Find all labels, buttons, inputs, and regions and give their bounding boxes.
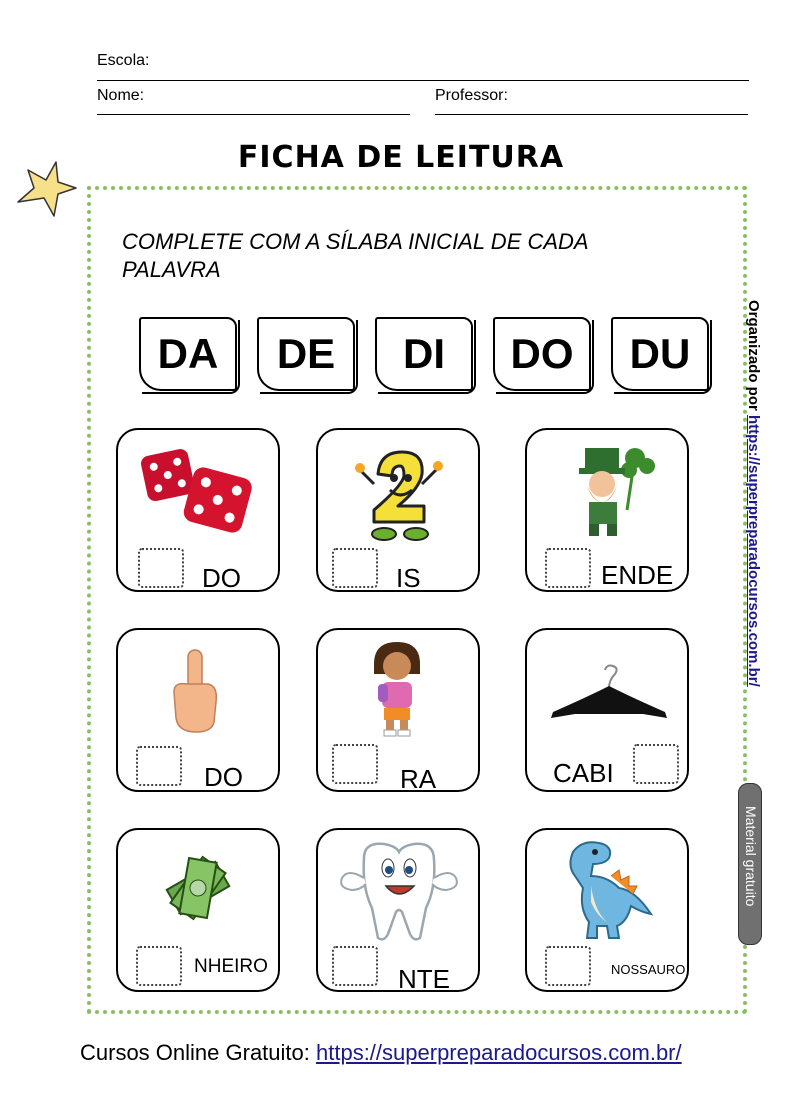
answer-blank[interactable] bbox=[332, 744, 378, 784]
word-fragment: NOSSAURO bbox=[611, 962, 686, 977]
word-fragment: DO bbox=[202, 563, 241, 592]
picture-card-tooth bbox=[316, 828, 480, 992]
school-label: Escola: bbox=[97, 52, 150, 69]
word-fragment: IS bbox=[396, 563, 421, 592]
syllable-card-di bbox=[375, 317, 473, 391]
teacher-line bbox=[435, 114, 748, 115]
picture-card-leprechaun bbox=[525, 428, 689, 592]
side-organized-by bbox=[745, 300, 762, 687]
syllable-card-da bbox=[139, 317, 237, 391]
material-badge bbox=[738, 783, 762, 945]
answer-blank[interactable] bbox=[332, 548, 378, 588]
star-icon bbox=[14, 160, 78, 220]
answer-blank[interactable] bbox=[138, 548, 184, 588]
word-fragment: RA bbox=[400, 764, 437, 792]
answer-blank[interactable] bbox=[545, 548, 591, 588]
footer bbox=[80, 1040, 682, 1066]
side-url-link[interactable]: https://superpreparadocursos.com.br/ bbox=[745, 415, 762, 687]
finger-icon bbox=[166, 646, 222, 736]
syllable-text: DU bbox=[629, 330, 691, 377]
footer-label: Cursos Online Gratuito: bbox=[80, 1040, 310, 1065]
teacher-label: Professor: bbox=[435, 87, 508, 104]
name-label: Nome: bbox=[97, 87, 145, 104]
school-line bbox=[97, 80, 749, 81]
syllable-text: DE bbox=[276, 330, 336, 377]
word-fragment: ENDE bbox=[601, 560, 674, 590]
instruction-text: COMPLETE COM A SÍLABA INICIAL DE CADA PALAVRA bbox=[122, 229, 588, 282]
page-title: FICHA DE LEITURA bbox=[237, 140, 565, 175]
answer-blank[interactable] bbox=[545, 946, 591, 986]
picture-card-money bbox=[116, 828, 280, 992]
syllable-text: DI bbox=[403, 330, 445, 377]
answer-blank[interactable] bbox=[136, 746, 182, 786]
material-badge-label: Material gratuito bbox=[743, 806, 759, 907]
syllable-card-do bbox=[493, 317, 591, 391]
answer-blank[interactable] bbox=[332, 946, 378, 986]
organized-by-label: Organizado por bbox=[745, 300, 762, 411]
hanger-icon bbox=[545, 664, 673, 726]
picture-card-dinosaur bbox=[525, 828, 689, 992]
picture-card-two bbox=[316, 428, 480, 592]
number-two-icon bbox=[354, 444, 446, 544]
picture-card-dice bbox=[116, 428, 280, 592]
syllable-card-de bbox=[257, 317, 355, 391]
word-fragment: NHEIRO bbox=[194, 956, 268, 977]
picture-card-hanger bbox=[525, 628, 689, 792]
word-fragment: CABI bbox=[553, 758, 614, 788]
dora-icon bbox=[362, 638, 432, 738]
syllable-text: DA bbox=[157, 330, 219, 377]
picture-card-dora bbox=[316, 628, 480, 792]
tooth-icon bbox=[334, 838, 464, 944]
dinosaur-icon bbox=[561, 836, 661, 942]
dice-icon bbox=[138, 444, 264, 534]
answer-blank[interactable] bbox=[633, 744, 679, 784]
leprechaun-icon bbox=[567, 440, 657, 544]
word-fragment: DO bbox=[204, 762, 243, 792]
word-fragment: NTE bbox=[398, 964, 450, 992]
syllable-text: DO bbox=[510, 330, 574, 377]
answer-blank[interactable] bbox=[136, 946, 182, 986]
name-line bbox=[97, 114, 410, 115]
footer-url-link[interactable]: https://superpreparadocursos.com.br/ bbox=[316, 1040, 682, 1065]
syllable-card-du bbox=[611, 317, 709, 391]
picture-card-finger bbox=[116, 628, 280, 792]
money-icon bbox=[160, 852, 236, 924]
